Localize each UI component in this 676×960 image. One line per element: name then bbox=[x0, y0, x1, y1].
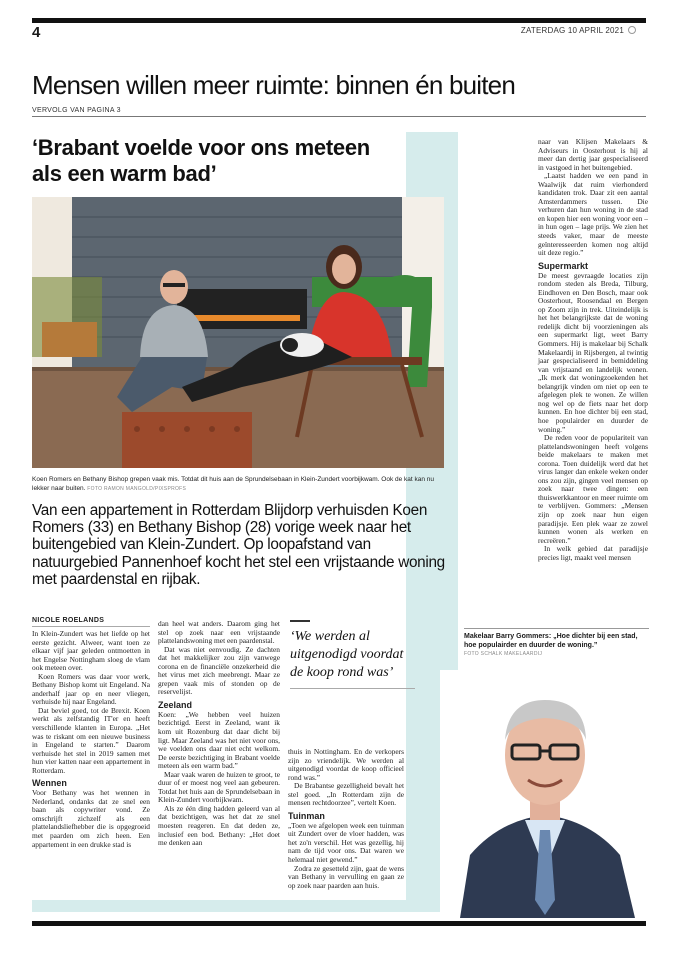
continued-from: VERVOLG VAN PAGINA 3 bbox=[32, 107, 121, 114]
subheading-supermarkt: Supermarkt bbox=[538, 260, 589, 271]
subheading-tuinman: Tuinman bbox=[288, 810, 325, 821]
subheading-wennen: Wennen bbox=[32, 778, 67, 789]
quote-rule bbox=[290, 688, 415, 689]
paragraph: naar van Klijsen Makelaars & Adviseurs in Oosterhout is hij al meer dan dertig jaar gespecialiseerd in vastgoed in het buitengebied. bbox=[538, 137, 648, 172]
dateline bbox=[521, 26, 636, 35]
photo-caption bbox=[32, 475, 442, 494]
paragraph: thuis in Nottingham. En de verkopers zijn zo vriendelijk. We werden al uitgenodigd voordat de koop officieel rond was.” bbox=[288, 747, 404, 782]
paragraph: Koen: „We hebben veel huizen bezichtigd. Eerst in Zeeland, want ik kom uit Rozenburg dat daar dicht bij ligt. Maar Zeeland was het niet voor ons, we voelden ons daar niet echt welkom. De eerste bezichtiging in Brabant voelde meteen als een warm bad.” bbox=[158, 709, 280, 771]
quote-text: ‘We werden al uitgenodigd voordat de koop rond was’ bbox=[290, 629, 404, 680]
paragraph: De reden voor de populariteit van plattelandswoningen heeft volgens beide makelaars te maken met corona. Toen duidelijk werd dat het virus langer dan enkele weken onder ons zou zijn, gingen veel mensen op zoek naar twee dingen: een thuiswerkkantoor en meer ruimte om te verblijven. Gommers: „Mensen zijn op zoek naar hun eigen paradijsje. Een plek waar ze zowel kunnen wonen als werken en recreëren.” bbox=[538, 433, 648, 545]
accent-band-bottom bbox=[32, 900, 458, 912]
bottom-rule bbox=[32, 921, 646, 926]
column-1 bbox=[32, 617, 150, 849]
paragraph: „Toen we afgelopen week een tuinman uit Zundert over de vloer hadden, was het zo'n verschil. Het was gezellig, hij nam de tijd voor ons. Dat waren we helemaal niet gewend.” bbox=[288, 820, 404, 865]
top-rule bbox=[32, 18, 646, 23]
paragraph: dan heel wat anders. Daarom ging het stel op zoek naar een vrijstaande plattelandswoning met een paardenstal. bbox=[158, 619, 280, 646]
paragraph: Maar vaak waren de huizen te groot, te duur of er moest nog veel aan gebeuren. Totdat het huis aan de Sprundelsebaan in Klein-Zundert voorbijkwam. bbox=[158, 769, 280, 805]
column-3 bbox=[288, 748, 404, 890]
caption-quote: „Hoe dichter bij een stad, hoe populairder en duurder de woning.” bbox=[464, 633, 638, 649]
paragraph: In Klein-Zundert was het liefde op het eerste gezicht. Alweer, want toen ze elkaar vijf jaar geleden ontmoetten in het Engelse Nottingham sloeg de vlam ook meteen over. bbox=[32, 629, 150, 673]
page-number: 4 bbox=[32, 24, 41, 41]
caption-bold: Makelaar Barry Gommers: bbox=[464, 633, 552, 640]
photo-credit: FOTO RAMON MANGOLD/PIXSPROFS bbox=[87, 486, 187, 492]
portrait-illustration bbox=[440, 670, 650, 918]
byline: NICOLE ROELANDS bbox=[32, 617, 150, 627]
article-headline: ‘Brabant voelde voor ons meteen als een warm bad’ bbox=[32, 135, 370, 186]
paragraph: Als ze één ding hadden geleerd van al dat bezichtigen, was het dat ze snel moesten reageren. En dat deden ze, inclusief een bod. Bethany: „Het doet me denken aan bbox=[158, 803, 280, 848]
quote-bar bbox=[290, 620, 310, 622]
paragraph: Dat beviel goed, tot de Brexit. Koen werkt als zelfstandig IT'er en heeft verschillende klanten in Europa. „Het was te riskant om een nieuwe business in Engeland te starten.” Daarom verhuisde het stel in 2019 samen met hun vier katten naar een appartement in Rotterdam. bbox=[32, 705, 150, 775]
pull-quote bbox=[290, 620, 415, 689]
article-lead: Van een appartement in Rotterdam Blijdorp verhuisden Koen Romers (33) en Bethany Bishop (28) vorige week naar het buitengebied van Klein-Zundert. Op loopafstand van natuurgebied Pannenhoef kocht het stel een vrijstaande woning met paardenstal en rijbak. bbox=[32, 502, 445, 588]
paragraph: Voor Bethany was het wennen in Nederland, ondanks dat ze snel een baan als copywriter vond. Ze omschrijft zichzelf als een plattelandsliefhebber die is opgegroeid met paarden om zich heen. Een appartement in een drukke stad is bbox=[32, 788, 150, 849]
portrait-credit: FOTO SCHALK MAKELAARDIJ bbox=[464, 651, 543, 657]
paragraph: De Brabantse gezelligheid bevalt het stel goed. „In Rotterdam zijn de mensen rechtdoorzee”, vertelt Koen. bbox=[288, 781, 404, 808]
subheading-zeeland: Zeeland bbox=[158, 699, 193, 710]
paragraph: Dat was niet eenvoudig. Ze dachten dat het makkelijker zou zijn vanwege corona en de financiële onzekerheid die het virus met zich meebrengt. Maar ze grepen vaak mis of stonden op de reservelijst. bbox=[158, 644, 280, 697]
portrait-photo bbox=[440, 670, 650, 918]
date-text: ZATERDAG 10 APRIL 2021 bbox=[520, 26, 624, 35]
caption-text: Koen Romers en Bethany Bishop grepen vaak mis. Totdat dit huis aan de Sprundelsebaan in Klein-Zundert voorbijkwam. Ook de kat kan nu lekker naar buiten. bbox=[32, 476, 435, 492]
portrait-caption bbox=[464, 628, 649, 657]
paragraph: „Laatst hadden we een pand in Waalwijk dat ruim vierhonderd kandidaten trok. Daar zit een aantal Amsterdammers tussen. Die verhuren dan hun woning in de stad en kopen hier een woning voor een – in hun ogen – lage prijs. We zien het steeds vaker, maar de meeste geïnteresseerden komen nog altijd uit deze regio.” bbox=[538, 171, 648, 258]
column-2 bbox=[158, 620, 280, 848]
section-kicker: Mensen willen meer ruimte: binnen én buiten bbox=[32, 70, 515, 100]
paragraph: Zodra ze gesetteld zijn, gaat de wens van Bethany in vervulling en gaan ze op zoek naar paarden aan huis. bbox=[288, 863, 404, 890]
couple-illustration bbox=[32, 197, 444, 468]
portrait-caption-text bbox=[464, 632, 649, 650]
couple-photo bbox=[32, 197, 444, 468]
column-4 bbox=[538, 138, 648, 562]
circle-icon bbox=[628, 26, 636, 34]
paragraph: In welk gebied dat paradijsje precies ligt, maakt veel mensen bbox=[538, 544, 648, 562]
paragraph: Koen Romers was daar voor werk, Bethany Bishop komt uit Engeland. Na anderhalf jaar op en neer vliegen, verhuisde hij naar Engeland. bbox=[32, 671, 150, 707]
divider bbox=[32, 116, 646, 117]
paragraph: De meest gevraagde locaties zijn rondom steden als Breda, Tilburg, Eindhoven en Den Bosch, maar ook Oosterhout, Roosendaal en Bergen op Zoom zijn in trek. Uiteindelijk is het het belangrijkste dat de woning redelijk dicht bij voorzieningen als een supermarkt ligt, weet Barry Gommers. Hij is makelaar bij Schalk Makelaardij in Rijsbergen, al twintig jaar gespecialiseerd in bemiddeling van vrijstaand en landelijk wonen. „Ik merk dat woningzoekenden het belangrijk vinden om niet op een te afgelegen plek te wonen. Ze willen nog wel op de fiets naar het dorp kunnen. En hoe dichter bij een stad, hoe populairder en duurder de woning.” bbox=[538, 270, 648, 434]
